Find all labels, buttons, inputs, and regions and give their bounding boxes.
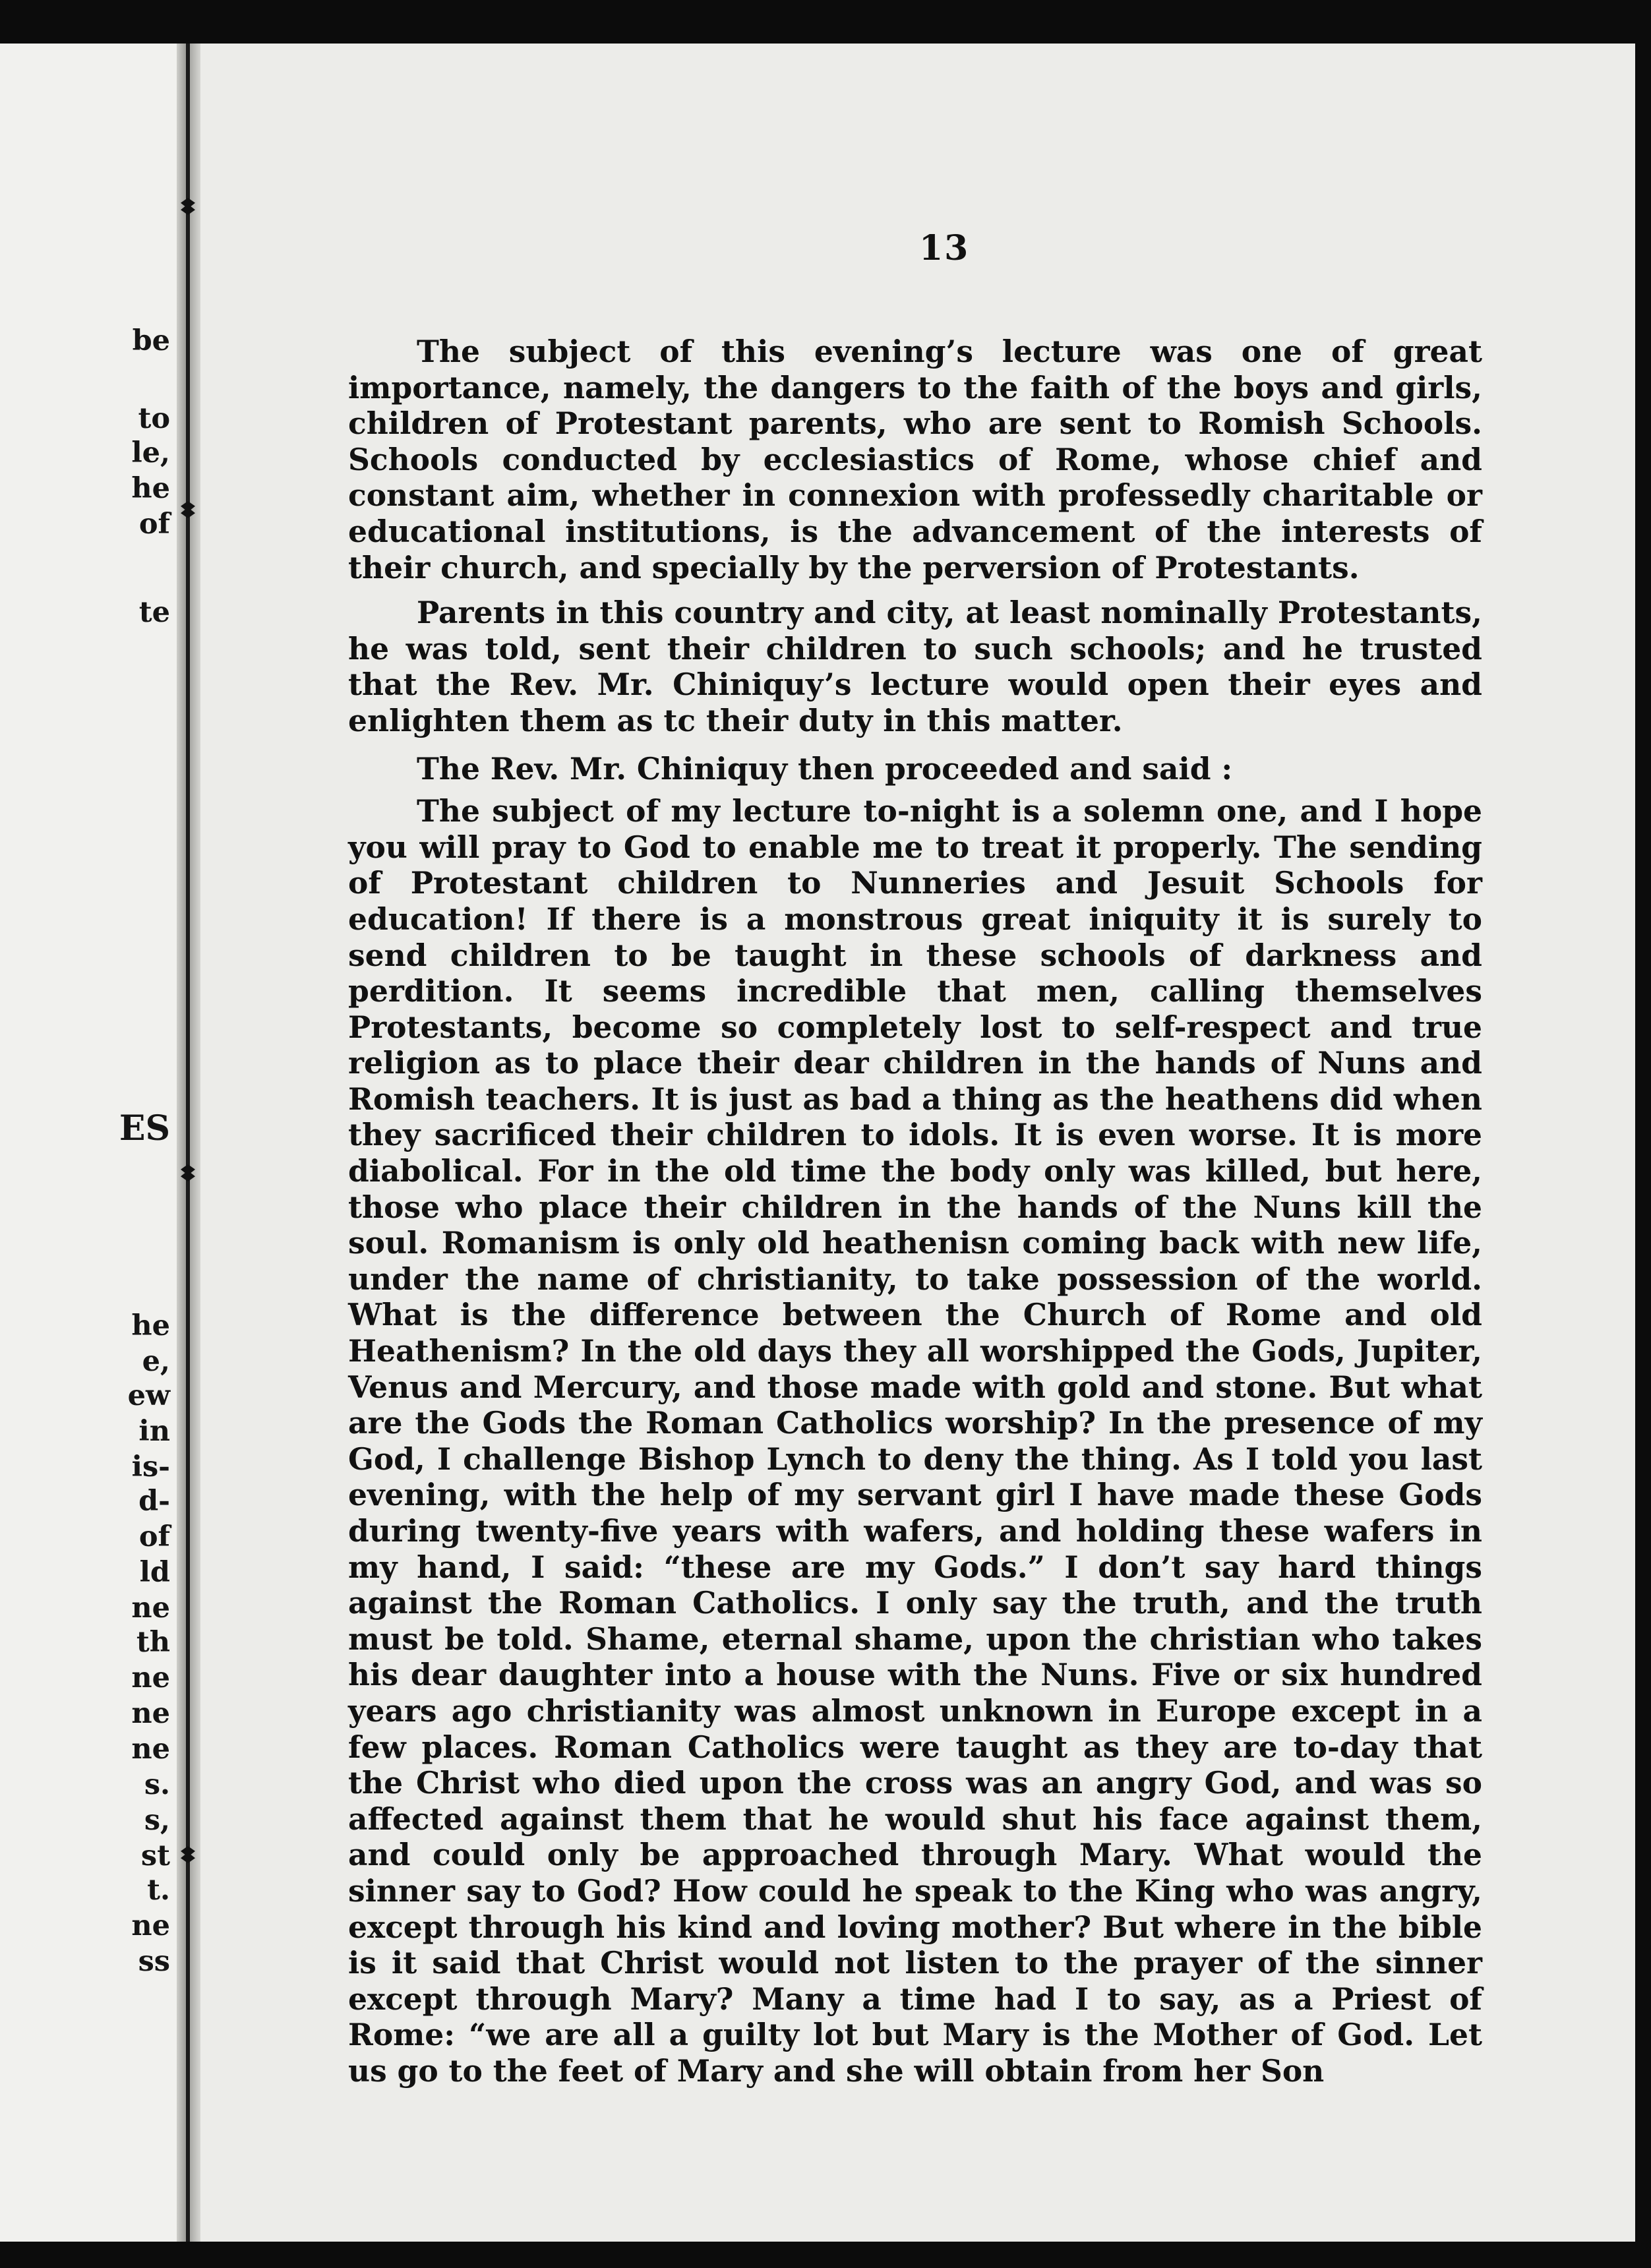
page-body <box>348 334 1482 2099</box>
paragraph: The subject of my lecture to-night is a solemn one, and I hope you will pray to God to enable me to treat it properly. The sending of Protestant children to Nunneries and Jesuit Schools for education! If there is a monstrous great iniquity it is surely to send children to be taught in these schools of darkness and perdition. It seems incredible that men, calling themselves Protestants, become so completely lost to self-respect and true religion as to place their dear children in the hands of Nuns and Romish teachers. It is just as bad a thing as the heathens did when they sacrificed their children to idols. It is even worse. It is more diabolical. For in the old time the body only was killed, but here, those who place their children in the hands of the Nuns kill the soul. Romanism is only old heathenisn coming back with new life, under the name of christianity, to take possession of the world. What is the difference between the Church of Rome and old Heathenism? In the old days they all worshipped the Gods, Jupiter, Venus and Mercury, and those made with gold and stone. But what are the Gods the Roman Catholics worship? In the presence of my God, I challenge Bishop Lynch to deny the thing. As I told you last evening, with the help of my servant girl I have made these Gods during twenty-five years with wafers, and holding these wafers in my hand, I said: “these are my Gods.” I don’t say hard things against the Roman Catholics. I only say the truth, and the truth must be told. Shame, eternal shame, upon the christian who takes his dear daughter into a house with the Nuns. Five or six hundred years ago christianity was almost unknown in Europe except in a few places. Roman Catholics were taught as they are to-day that the Christ who died upon the cross was an angry God, and was so affected against them that he would shut his face against them, and could only be approached through Mary. What would the sinner say to God? How could he speak to the King who was angry, except through his kind and loving mother? But where in the bible is it said that Christ would not listen to the prayer of the sinner except through Mary? Many a time had I to say, as a Priest of Rome: “we are all a guilty lot but Mary is the Mother of God. Let us go to the feet of Mary and she will obtain from her Son <box>348 793 1482 2089</box>
facing-page-text: ne <box>131 1592 170 1625</box>
facing-page-text: be <box>132 324 170 357</box>
facing-page-text: e, <box>142 1345 170 1378</box>
facing-page-text: ss <box>138 1945 170 1978</box>
facing-page-text: ew <box>127 1379 170 1412</box>
facing-page-text: d- <box>138 1485 170 1518</box>
scanner-frame-right <box>1635 0 1651 2268</box>
facing-page-text: he <box>131 472 170 505</box>
facing-page-text: ne <box>131 1909 170 1942</box>
facing-page-heading-fragment: ES <box>119 1108 170 1149</box>
facing-page-text: he <box>131 1309 170 1342</box>
facing-page-text: ne <box>131 1697 170 1730</box>
facing-page-fragment <box>0 44 177 2242</box>
paragraph: The Rev. Mr. Chiniquy then proceeded and said : <box>417 750 1233 787</box>
page-number: 13 <box>919 228 970 268</box>
paragraph: The subject of this evening’s lecture was one of great importance, namely, the dangers to the faith of the boys and girls, children of Protestant parents, who are sent to Romish Schools. Schools conducted by ecclesiastics of Rome, whose chief and constant aim, whether in connexion with professedly charitable or educational institutions, is the advancement of the interests of their church, and specially by the perversion of Protestants. <box>348 334 1482 585</box>
facing-page-text: s. <box>144 1768 170 1801</box>
facing-page-text: s, <box>144 1804 170 1837</box>
facing-page-text: is- <box>131 1450 170 1483</box>
main-page <box>200 44 1635 2242</box>
facing-page-text: of <box>138 508 170 541</box>
facing-page-text: of <box>138 1520 170 1553</box>
facing-page-text: th <box>136 1626 170 1659</box>
facing-page-text: t. <box>147 1874 170 1907</box>
facing-page-text: to <box>138 402 170 435</box>
facing-page-text: ne <box>131 1733 170 1766</box>
facing-page-text: ld <box>139 1556 170 1589</box>
facing-page-text: ne <box>131 1661 170 1694</box>
facing-page-text: st <box>140 1839 170 1872</box>
facing-page-text: te <box>138 596 170 629</box>
scanner-frame-top <box>0 0 1651 44</box>
facing-page-text: in <box>138 1415 170 1448</box>
paragraph: Parents in this country and city, at least nominally Protestants, he was told, sent their children to such schools; and he trusted that the Rev. Mr. Chiniquy’s lecture would open their eyes and enlighten them as tc their duty in this matter. <box>348 595 1482 738</box>
scanner-frame-bottom <box>0 2242 1651 2268</box>
binding-thread <box>186 44 190 2242</box>
facing-page-text: le, <box>131 436 170 469</box>
